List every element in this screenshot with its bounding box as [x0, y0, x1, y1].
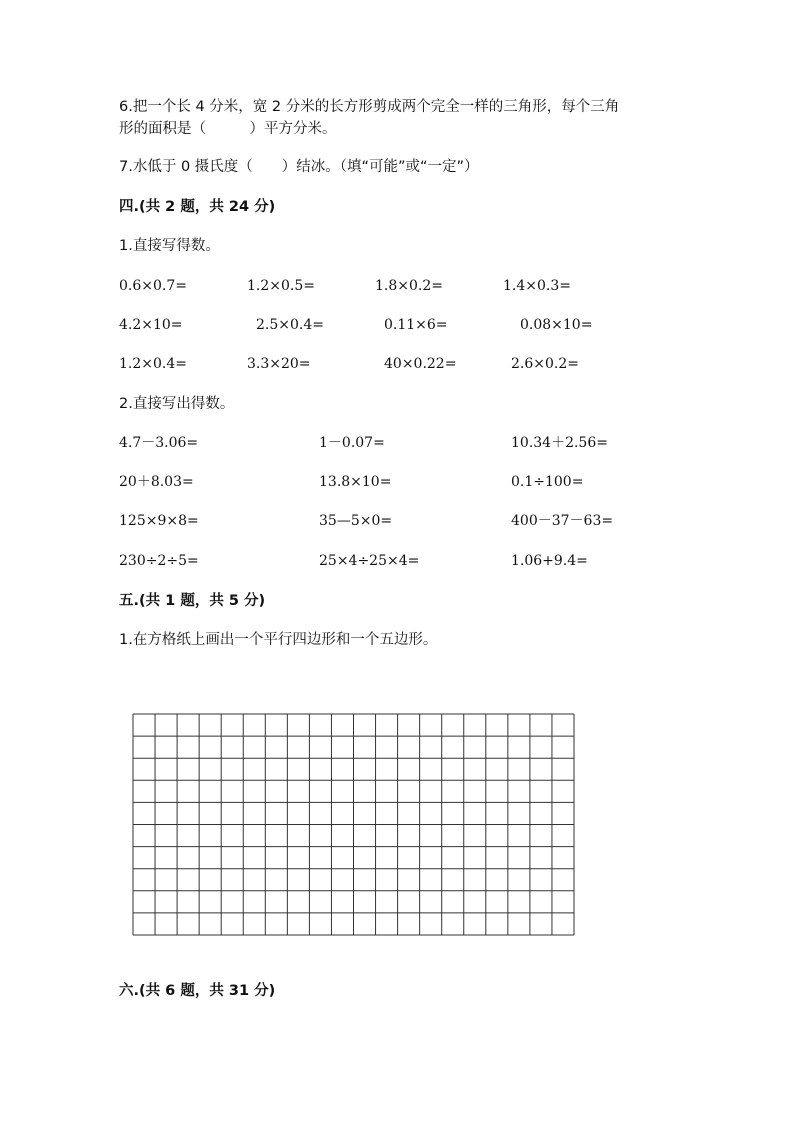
calc-item: 0.11×6=: [384, 317, 448, 333]
calc-item: 1.4×0.3=: [503, 278, 571, 294]
question-7: 7.水低于 0 摄氏度（ ）结冰。（填“可能”或“一定”）: [119, 159, 479, 175]
calc-item: 4.7－3.06=: [119, 435, 199, 451]
calc-item: 1.8×0.2=: [375, 278, 443, 294]
calc-item: 2.5×0.4=: [256, 317, 324, 333]
calc-item: 25×4÷25×4=: [319, 553, 420, 569]
section-5-title: 五.(共 1 题，共 5 分): [119, 593, 266, 609]
calc-item: 1.06+9.4=: [511, 553, 588, 569]
calc-item: 35—5×0=: [319, 513, 393, 529]
section-6-title: 六.(共 6 题，共 31 分): [119, 983, 276, 999]
calc-item: 0.6×0.7=: [119, 278, 187, 294]
section-4-title: 四.(共 2 题，共 24 分): [119, 199, 276, 215]
calc-item: 230÷2÷5=: [119, 553, 199, 569]
calc-item: 1－0.07=: [319, 435, 385, 451]
calc-item: 3.3×20=: [247, 356, 311, 372]
calc-item: 20＋8.03=: [119, 474, 194, 490]
section-4-problem-1-title: 1.直接写得数。: [119, 238, 220, 254]
calc-item: 1.2×0.5=: [247, 278, 315, 294]
calc-item: 40×0.22=: [384, 356, 457, 372]
question-6-line-2: 形的面积是（ ）平方分米。: [119, 121, 337, 137]
calc-item: 1.2×0.4=: [119, 356, 187, 372]
question-6-line-1: 6.把一个长 4 分米，宽 2 分米的长方形剪成两个完全一样的三角形，每个三角: [119, 99, 620, 115]
section-5-problem-1-title: 1.在方格纸上画出一个平行四边形和一个五边形。: [119, 632, 438, 648]
calc-item: 0.1÷100=: [511, 474, 584, 490]
calc-item: 4.2×10=: [119, 317, 183, 333]
calc-item: 125×9×8=: [119, 513, 199, 529]
calc-item: 2.6×0.2=: [511, 356, 579, 372]
calc-item: 400－37－63=: [511, 513, 614, 529]
section-4-problem-2-title: 2.直接写出得数。: [119, 396, 235, 412]
calc-item: 13.8×10=: [319, 474, 392, 490]
graph-paper-grid[interactable]: [132, 713, 575, 936]
calc-item: 10.34＋2.56=: [511, 435, 608, 451]
calc-item: 0.08×10=: [520, 317, 593, 333]
